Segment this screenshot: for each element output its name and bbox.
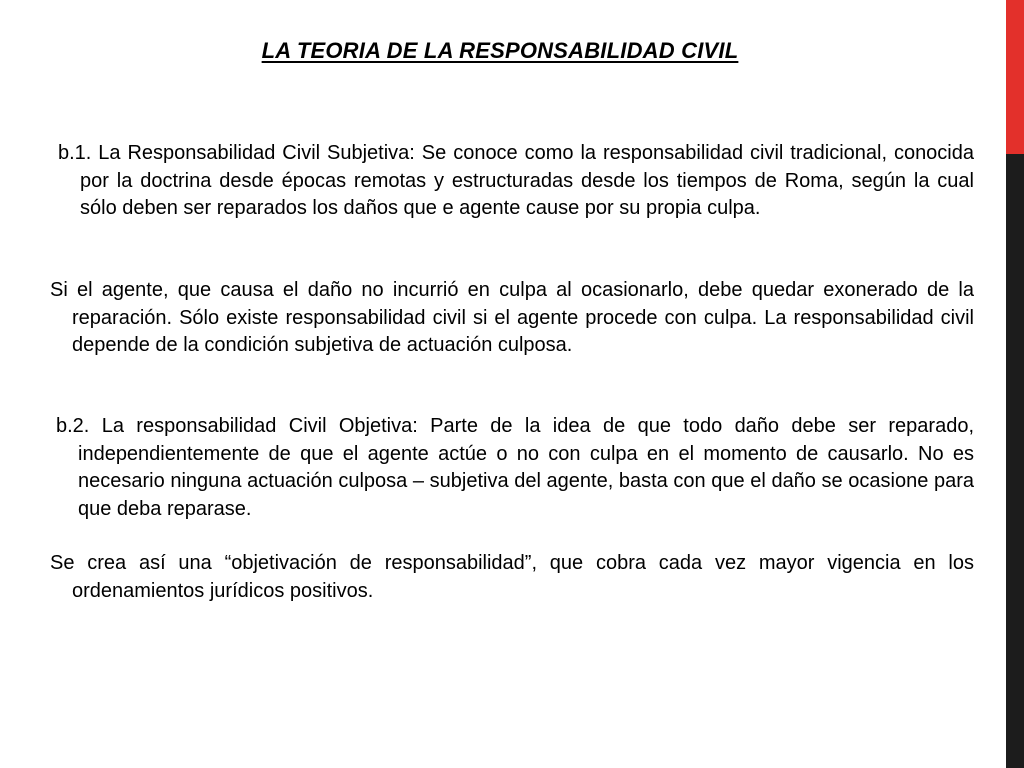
paragraph-objective-liability: b.2. La responsabilidad Civil Objetiva: Parte de la idea de que todo daño debe ser reparado, independientemente de que el agente actúe o no con culpa en el momento de causarlo. No es necesario ninguna actuación culposa – subjetiva del agente, basta con que el daño se ocasione para que deba reparase. xyxy=(56,415,974,520)
paragraph-subjective-exoneration: Si el agente, que causa el daño no incurrió en culpa al ocasionarlo, debe quedar exonerado de la reparación. Sólo existe responsabilidad civil si el agente procede con culpa. La responsabilidad civil depende de la condición subjetiva de actuación culposa. xyxy=(50,279,974,356)
paragraph-objectivation: Se crea así una “objetivación de responsabilidad”, que cobra cada vez mayor vigencia en los ordenamientos jurídicos positivos. xyxy=(50,552,974,602)
slide-title: LA TEORIA DE LA RESPONSABILIDAD CIVIL xyxy=(261,38,739,63)
accent-bar-red xyxy=(1006,0,1024,154)
paragraph-subjective-liability: b.1. La Responsabilidad Civil Subjetiva: Se conoce como la responsabilidad civil tradicional, conocida por la doctrina desde épocas remotas y estructuradas desde los tiempos de Roma, según la cual sólo deben ser reparados los daños que e agente cause por su propia culpa. xyxy=(58,142,974,219)
accent-bar-dark xyxy=(1006,154,1024,768)
